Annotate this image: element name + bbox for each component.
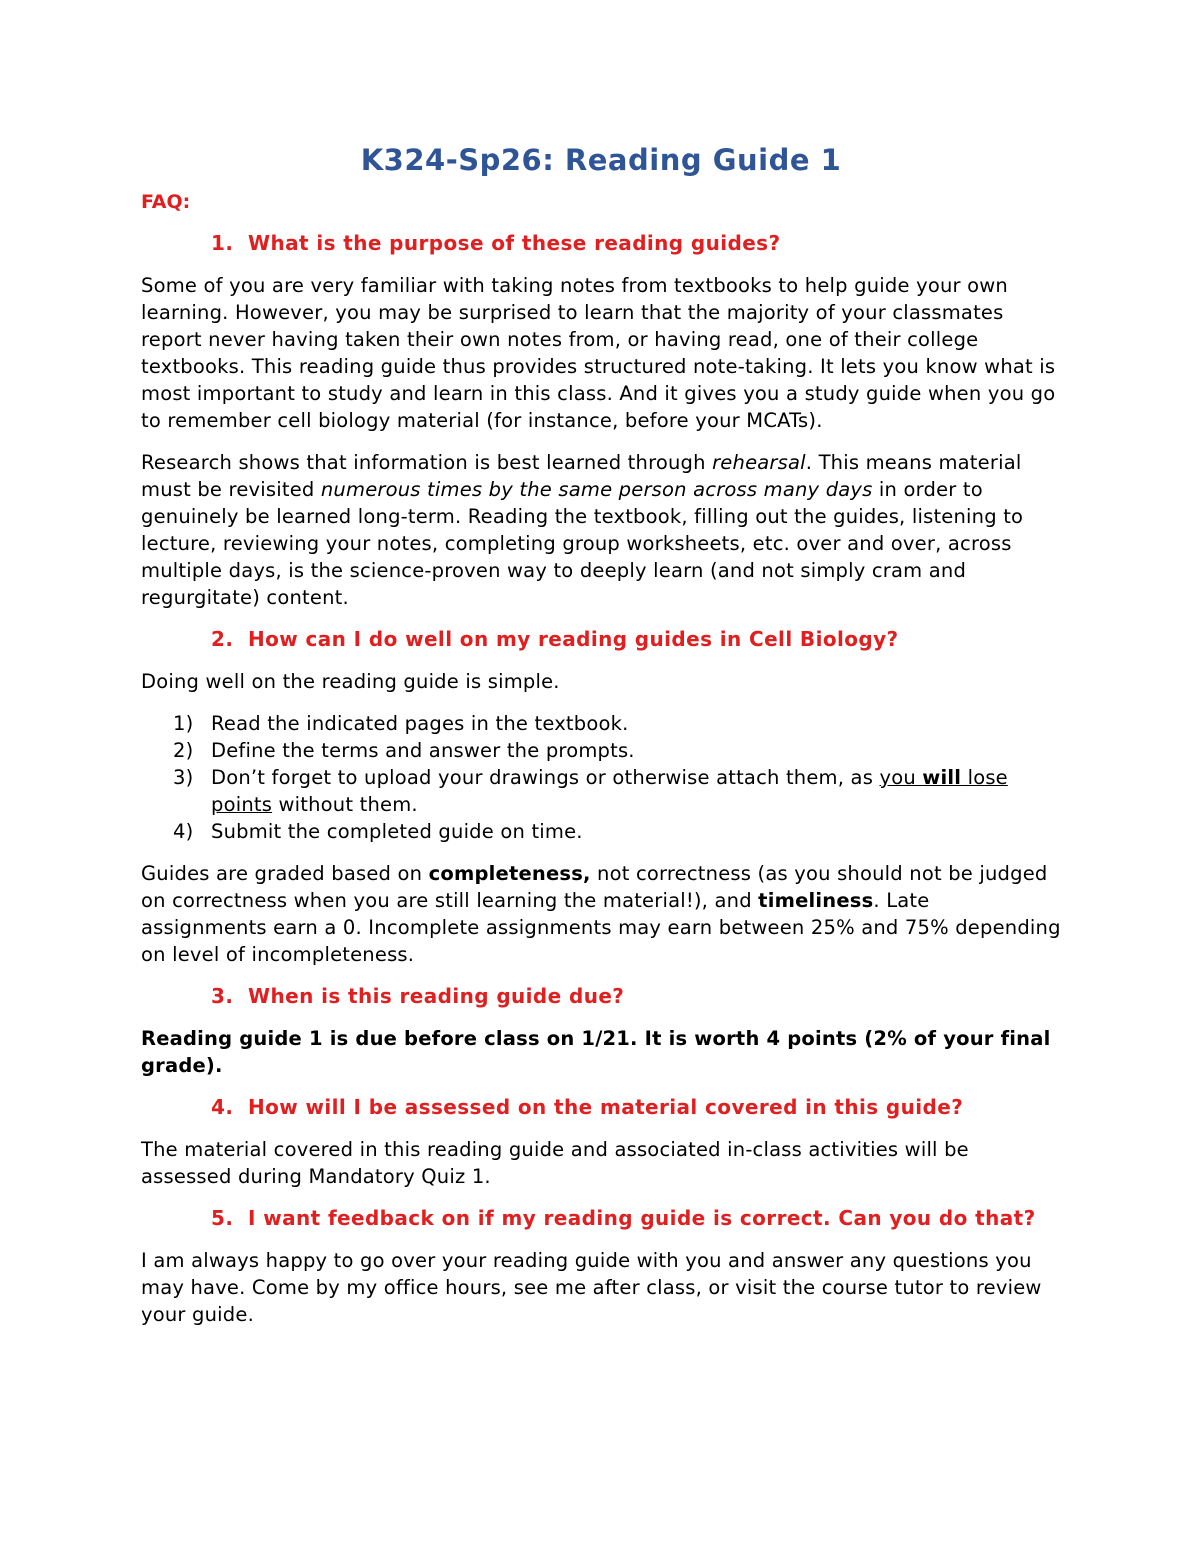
q4-answer: The material covered in this reading guide and associated in-class activities will be assessed during Mandatory Quiz 1. xyxy=(141,1138,969,1188)
question-1-heading xyxy=(141,230,1061,257)
question-text: How will I be assessed on the material covered in this guide? xyxy=(248,1095,964,1119)
text-run: Guides are graded based on xyxy=(141,862,429,885)
list-item xyxy=(141,764,1061,818)
list-text xyxy=(211,764,1061,818)
question-2-heading xyxy=(141,626,1061,653)
text-run: . Late assignments earn a 0. Incomplete assignments may earn between 25% and 75% depending on level of incompleteness. xyxy=(141,889,1061,966)
emphasis-rehearsal: rehearsal xyxy=(712,451,806,474)
steps-list xyxy=(141,710,1061,845)
q2-intro: Doing well on the reading guide is simple. xyxy=(141,670,560,693)
document-page xyxy=(141,140,1061,1343)
question-text: What is the purpose of these reading guides? xyxy=(248,231,781,255)
question-number: 3. xyxy=(211,984,234,1008)
grading-paragraph xyxy=(141,860,1061,968)
text-run: without them. xyxy=(272,793,418,816)
text-run: not correctness (as you should not be judged on correctness when you are still learning the material!), and xyxy=(141,862,1048,912)
list-item xyxy=(141,710,1061,737)
list-text: Submit the completed guide on time. xyxy=(211,820,583,843)
q1-paragraph-1: Some of you are very familiar with taking notes from textbooks to help guide your own learning. However, you may be surprised to learn that the majority of your classmates report never having taken their own notes from, or having read, one of their college textbooks. This reading guide thus provides structured note-taking. It lets you know what is most important to study and learn in this class. And it gives you a study guide when you go to remember cell biology material (for instance, before your MCATs). xyxy=(141,274,1056,432)
list-item xyxy=(141,818,1061,845)
text-run: you xyxy=(879,766,923,789)
question-5-heading xyxy=(141,1205,1061,1232)
question-4-heading xyxy=(141,1094,1061,1121)
question-number: 4. xyxy=(211,1095,234,1119)
text-run: Research shows that information is best learned through xyxy=(141,451,713,474)
text-run: . This means material must be revisited xyxy=(141,451,1022,501)
text-run: Don’t forget to upload your drawings or otherwise attach them, as xyxy=(211,766,880,789)
text-run: in order to genuinely be learned long-term. Reading the textbook, filling out the guides, listening to lecture, reviewing your notes, completing group worksheets, etc. over and over, across multiple days, is the science-proven way to deeply learn (and not simply cram and regurgitate) content. xyxy=(141,478,1024,609)
bold-will: will xyxy=(922,766,962,789)
list-number: 2) xyxy=(173,739,194,762)
document-title: K324-Sp26: Reading Guide 1 xyxy=(360,143,842,177)
list-item xyxy=(141,737,1061,764)
q3-answer: Reading guide 1 is due before class on 1/21. It is worth 4 points (2% of your final grade). xyxy=(141,1027,1051,1077)
question-text: I want feedback on if my reading guide is correct. Can you do that? xyxy=(248,1206,1036,1230)
question-number: 1. xyxy=(211,231,234,255)
list-text: Define the terms and answer the prompts. xyxy=(211,739,635,762)
list-text: Read the indicated pages in the textbook. xyxy=(211,712,629,735)
question-number: 5. xyxy=(211,1206,234,1230)
q1-paragraph-2 xyxy=(141,449,1061,611)
text-run: lose points xyxy=(211,766,1008,816)
list-number: 1) xyxy=(173,712,194,735)
bold-completeness: completeness, xyxy=(428,862,591,885)
q5-answer: I am always happy to go over your reading guide with you and answer any questions you may have. Come by my office hours, see me after class, or visit the course tutor to review your guide. xyxy=(141,1249,1042,1326)
list-number: 4) xyxy=(173,820,194,843)
bold-timeliness: timeliness xyxy=(758,889,874,912)
emphasis-numerous-times: numerous times by the same person across many days xyxy=(320,478,873,501)
list-number: 3) xyxy=(173,766,194,789)
question-text: When is this reading guide due? xyxy=(248,984,625,1008)
question-text: How can I do well on my reading guides in Cell Biology? xyxy=(248,627,899,651)
faq-label: FAQ: xyxy=(141,191,191,213)
question-3-heading xyxy=(141,983,1061,1010)
question-number: 2. xyxy=(211,627,234,651)
